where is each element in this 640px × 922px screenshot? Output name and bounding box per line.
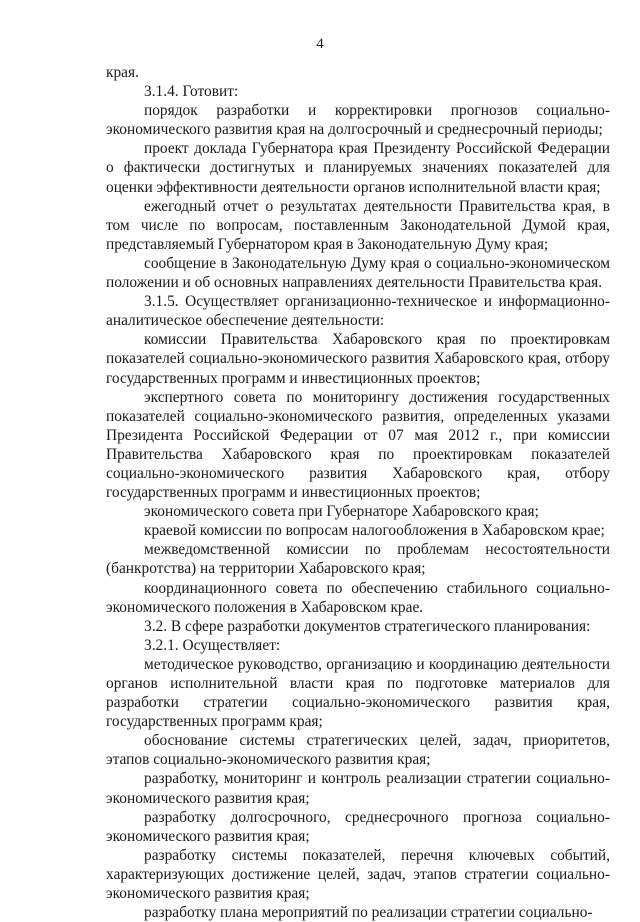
page-number: 4 bbox=[316, 36, 324, 52]
paragraph: комиссии Правительства Хабаровского края по проектировкам показателей социально-экономического развития Хабаровского края, отбору государственных программ и инвестиционных проектов; bbox=[106, 331, 610, 387]
paragraph: разработку плана мероприятий по реализации стратегии социально- bbox=[144, 904, 593, 922]
section-heading-3-1-4: 3.1.4. Готовит: bbox=[144, 83, 239, 101]
paragraph: экспертного совета по мониторингу достижения государственных показателей социально-экономического развития, определенных указами Президента Российской Федерации от 07 мая 2012 г., при комиссии Правительства Хабаровского края по проектировкам показателей социально-экономического развития Хабаровского края, отбору государственных программ и инвестиционных проектов; bbox=[106, 388, 610, 502]
paragraph: методическое руководство, организацию и координацию деятельности органов исполнительной власти края по подготовке материалов для разработки стратегии социально-экономического развития края, государственных программ края; bbox=[106, 655, 610, 731]
document-body bbox=[106, 63, 610, 922]
paragraph: экономического совета при Губернаторе Хабаровского края; bbox=[144, 503, 539, 521]
paragraph: разработку долгосрочного, среднесрочного прогноза социально-экономического развития края; bbox=[106, 808, 610, 845]
paragraph: ежегодный отчет о результатах деятельности Правительства края, в том числе по вопросам, поставленным Законодательной Думой края, представляемый Губернатором края в Законодательную Думу края; bbox=[106, 197, 610, 253]
paragraph: межведомственной комиссии по проблемам несостоятельности (банкротства) на территории Хабаровского края; bbox=[106, 541, 610, 578]
section-heading-3-1-5: 3.1.5. Осуществляет организационно-техническое и информационно-аналитическое обеспечение деятельности: bbox=[106, 293, 610, 330]
paragraph-continuation: края. bbox=[106, 64, 139, 81]
paragraph: порядок разработки и корректировки прогнозов социально-экономического развития края на долгосрочный и среднесрочный периоды; bbox=[106, 102, 610, 139]
paragraph: сообщение в Законодательную Думу края о социально-экономическом положении и об основных направлениях деятельности Правительства края. bbox=[106, 254, 610, 292]
paragraph: разработку, мониторинг и контроль реализации стратегии социально-экономического развития края; bbox=[106, 770, 610, 807]
paragraph: краевой комиссии по вопросам налогообложения в Хабаровском крае; bbox=[144, 522, 605, 540]
paragraph: обоснование системы стратегических целей, задач, приоритетов, этапов социально-экономического развития края; bbox=[106, 732, 610, 769]
paragraph: координационного совета по обеспечению стабильного социально-экономического положения в Хабаровском крае. bbox=[106, 579, 610, 616]
section-heading-3-2-1: 3.2.1. Осуществляет: bbox=[144, 636, 281, 654]
section-heading-3-2: 3.2. В сфере разработки документов стратегического планирования: bbox=[144, 617, 591, 635]
paragraph: проект доклада Губернатора края Президенту Российской Федерации о фактически достигнутых и планируемых значениях показателей для оценки эффективности деятельности органов исполнительной власти края; bbox=[106, 140, 610, 196]
paragraph: разработку системы показателей, перечня ключевых событий, характеризующих достижение целей, задач, этапов стратегии социально-экономического развития края; bbox=[106, 846, 610, 903]
